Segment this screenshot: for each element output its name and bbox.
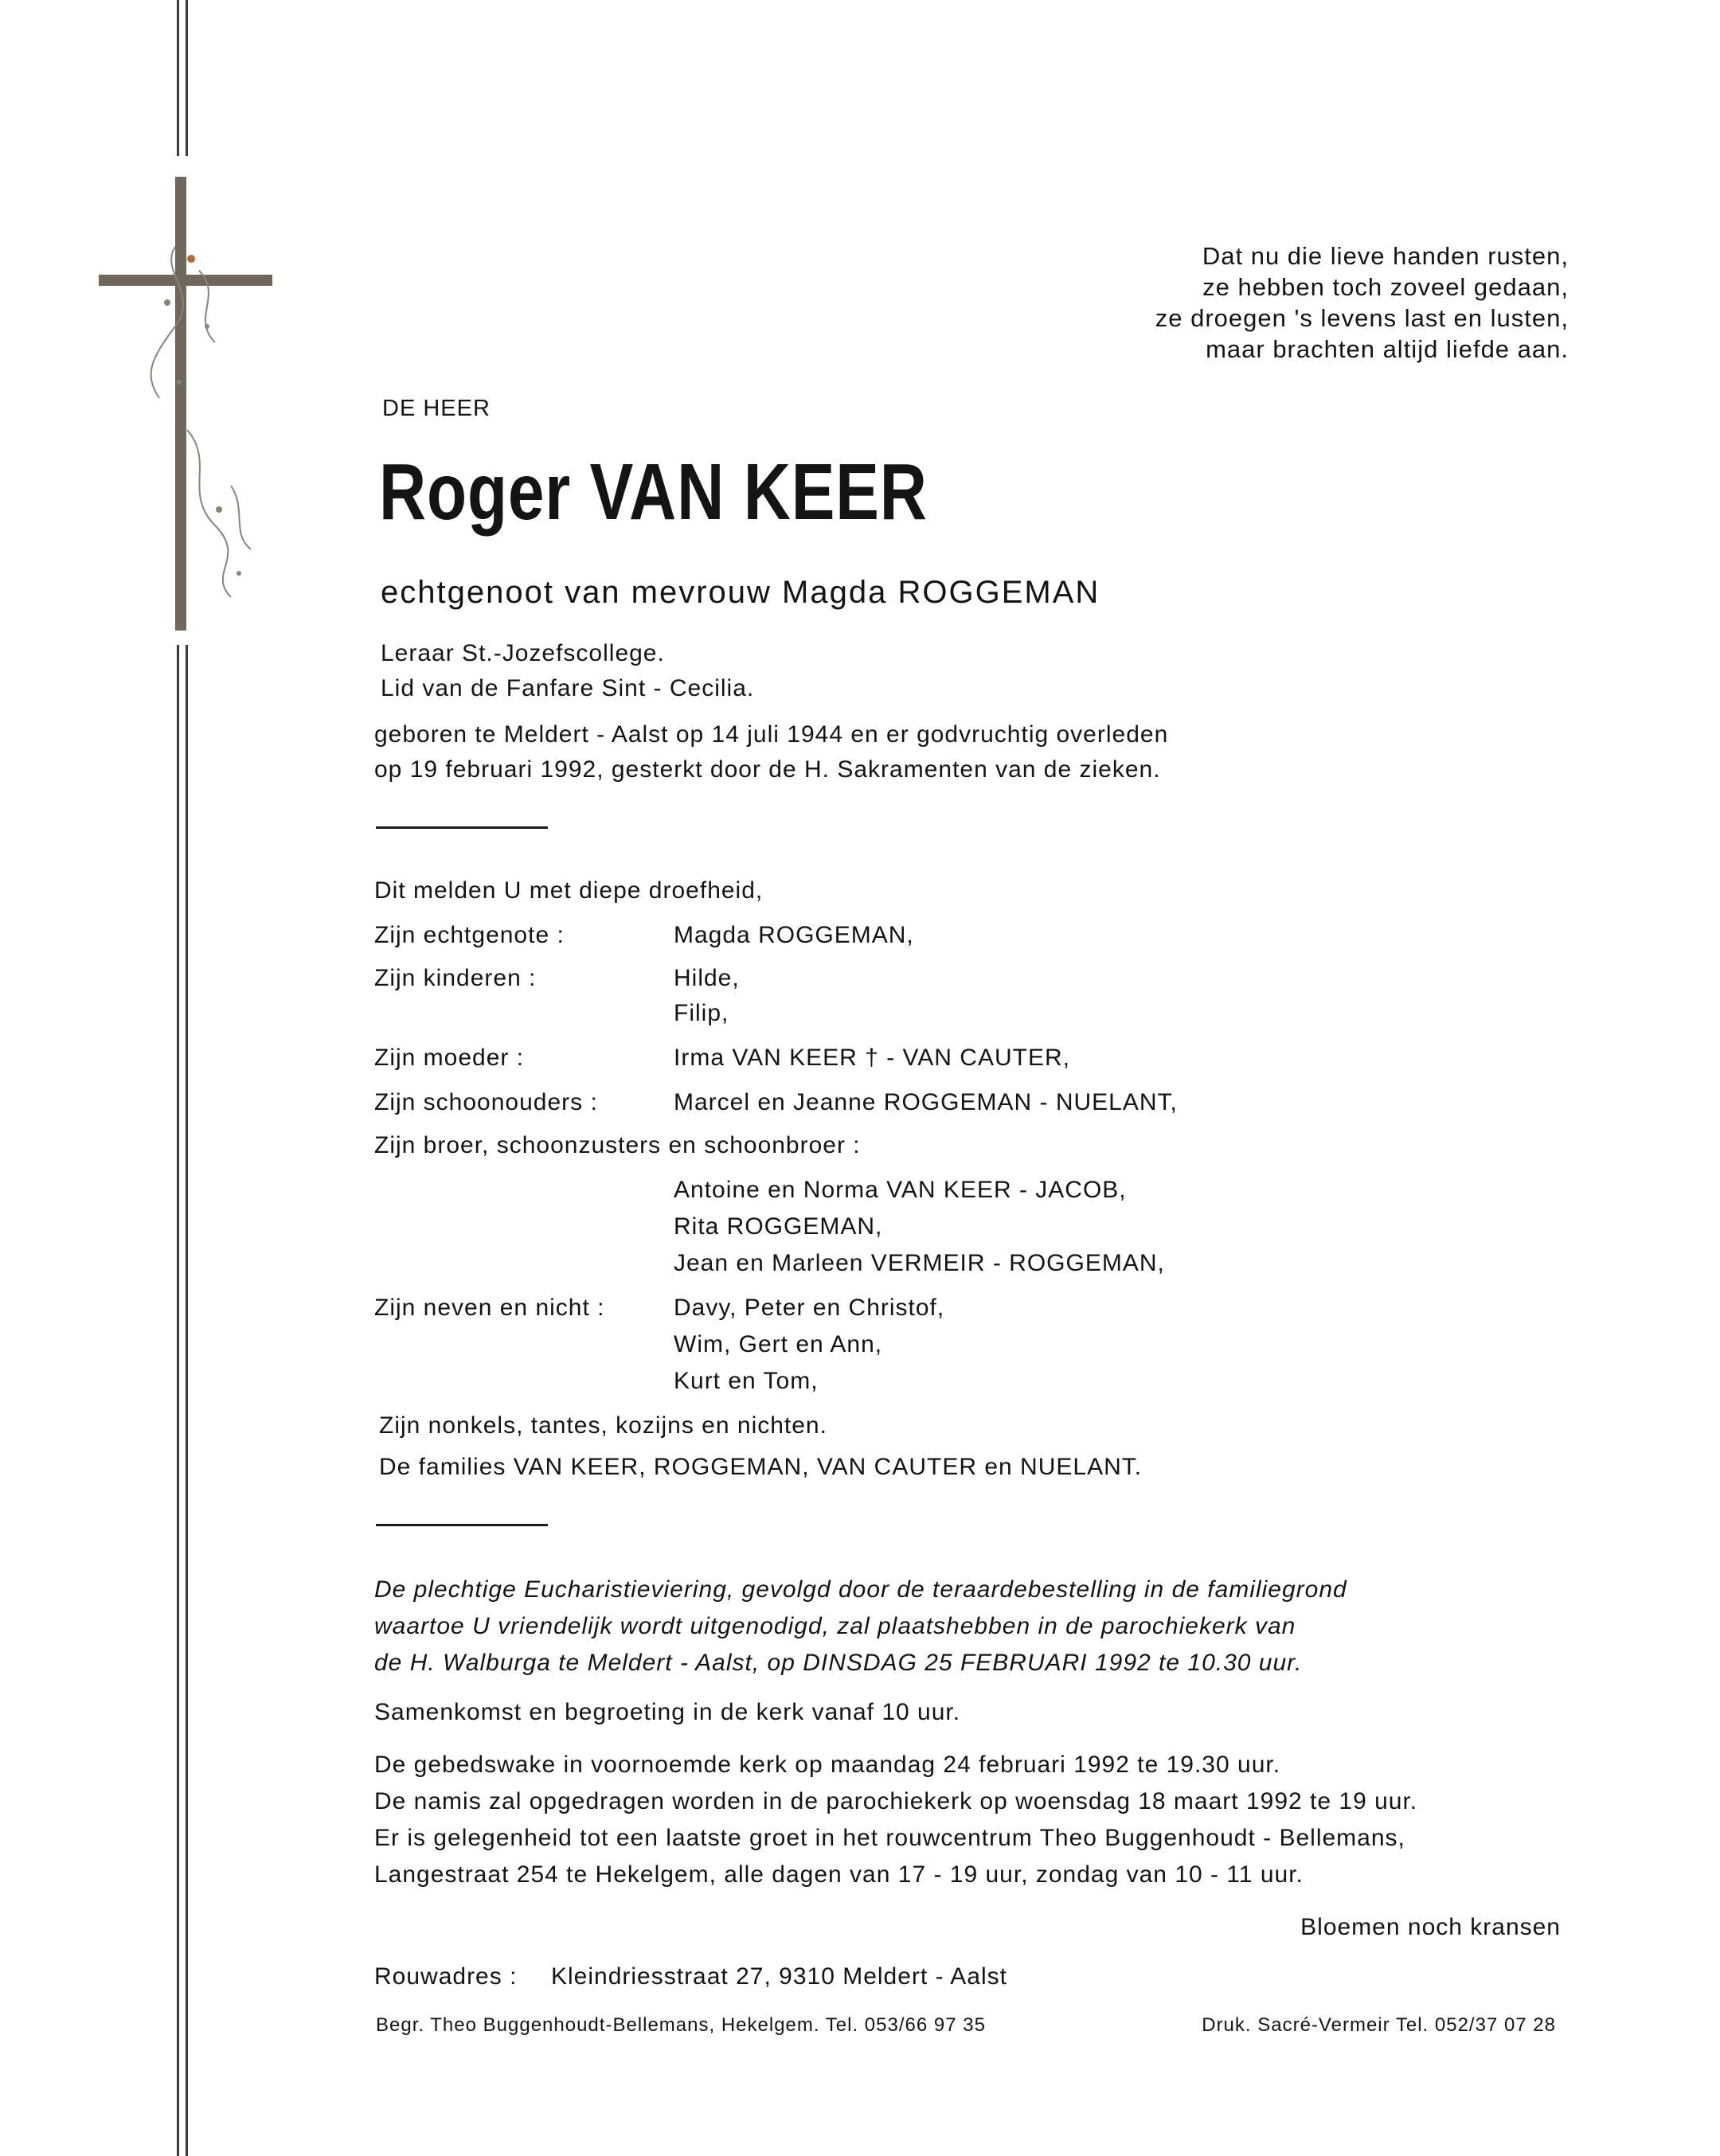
family-value: Antoine en Norma VAN KEER - JACOB,: [674, 1177, 1127, 1203]
gathering-text: Samenkomst en begroeting in de kerk vanaf 10 uur.: [374, 1699, 961, 1725]
poem-verse: Dat nu die lieve handen rusten, ze hebben toch zoveel gedaan, ze droegen 's levens last en lusten, maar brachten altijd liefde aan.: [1155, 242, 1569, 363]
separator: [376, 1524, 548, 1526]
border-rule-bottom: [177, 645, 188, 2156]
footer-printer: Druk. Sacré-Vermeir Tel. 052/37 07 28: [1202, 2014, 1556, 2036]
announcement: Dit melden U met diepe droefheid,: [374, 877, 764, 904]
family-label: Zijn neven en nicht :: [374, 1295, 605, 1321]
family-closing: De families VAN KEER, ROGGEMAN, VAN CAUTER en NUELANT.: [379, 1454, 1143, 1480]
vine-decoration-icon: [111, 223, 271, 621]
wake-text: Langestraat 254 te Hekelgem, alle dagen van 17 - 19 uur, zondag van 10 - 11 uur.: [374, 1861, 1304, 1888]
family-value: Marcel en Jeanne ROGGEMAN - NUELANT,: [674, 1089, 1178, 1115]
bio-membership: Lid van de Fanfare Sint - Cecilia.: [381, 675, 755, 701]
family-closing: Zijn nonkels, tantes, kozijns en nichten.: [379, 1412, 827, 1439]
family-label: Zijn moeder :: [374, 1045, 525, 1071]
family-value: Wim, Gert en Ann,: [674, 1331, 883, 1357]
spouse-line: echtgenoot van mevrouw Magda ROGGEMAN: [381, 575, 1100, 610]
wake-text: De namis zal opgedragen worden in de parochiekerk op woensdag 18 maart 1992 te 19 uur.: [374, 1788, 1418, 1814]
family-label: Zijn kinderen :: [374, 965, 537, 991]
family-value: Kurt en Tom,: [674, 1368, 819, 1394]
family-value: Magda ROGGEMAN,: [674, 922, 914, 948]
footer-undertaker: Begr. Theo Buggenhoudt-Bellemans, Hekelgem. Tel. 053/66 97 35: [376, 2014, 986, 2036]
family-value: Filip,: [674, 1000, 729, 1026]
family-label: Zijn echtgenote :: [374, 922, 565, 948]
border-rule-top: [177, 0, 188, 156]
bio-death: op 19 februari 1992, gesterkt door de H. Sakramenten van de zieken.: [374, 756, 1161, 783]
separator: [376, 826, 548, 829]
wake-text: De gebedswake in voornoemde kerk op maandag 24 februari 1992 te 19.30 uur.: [374, 1752, 1281, 1778]
title-prefix: DE HEER: [382, 396, 491, 421]
family-value: Irma VAN KEER † - VAN CAUTER,: [674, 1045, 1070, 1071]
address-value: Kleindriesstraat 27, 9310 Meldert - Aalst: [551, 1963, 1007, 1990]
deceased-name: Roger VAN KEER: [379, 447, 928, 537]
family-value: Jean en Marleen VERMEIR - ROGGEMAN,: [674, 1250, 1165, 1276]
family-label: Zijn schoonouders :: [374, 1089, 598, 1115]
family-value: Hilde,: [674, 965, 740, 991]
flowers-note: Bloemen noch kransen: [1300, 1914, 1561, 1940]
bio-birth: geboren te Meldert - Aalst op 14 juli 1944 en er godvruchtig overleden: [374, 721, 1169, 748]
family-label: Zijn broer, schoonzusters en schoonbroer :: [374, 1132, 861, 1158]
family-value: Rita ROGGEMAN,: [674, 1213, 883, 1240]
address-label: Rouwadres :: [374, 1963, 518, 1990]
ceremony-text: waartoe U vriendelijk wordt uitgenodigd, zal plaatshebben in de parochiekerk van: [374, 1613, 1296, 1639]
bio-occupation: Leraar St.-Jozefscollege.: [381, 640, 665, 666]
ceremony-text: de H. Walburga te Meldert - Aalst, op DINSDAG 25 FEBRUARI 1992 te 10.30 uur.: [374, 1650, 1303, 1676]
ceremony-text: De plechtige Eucharistieviering, gevolgd door de teraardebestelling in de familiegrond: [374, 1576, 1347, 1603]
wake-text: Er is gelegenheid tot een laatste groet in het rouwcentrum Theo Buggenhoudt - Bellemans,: [374, 1825, 1405, 1851]
family-value: Davy, Peter en Christof,: [674, 1295, 945, 1321]
